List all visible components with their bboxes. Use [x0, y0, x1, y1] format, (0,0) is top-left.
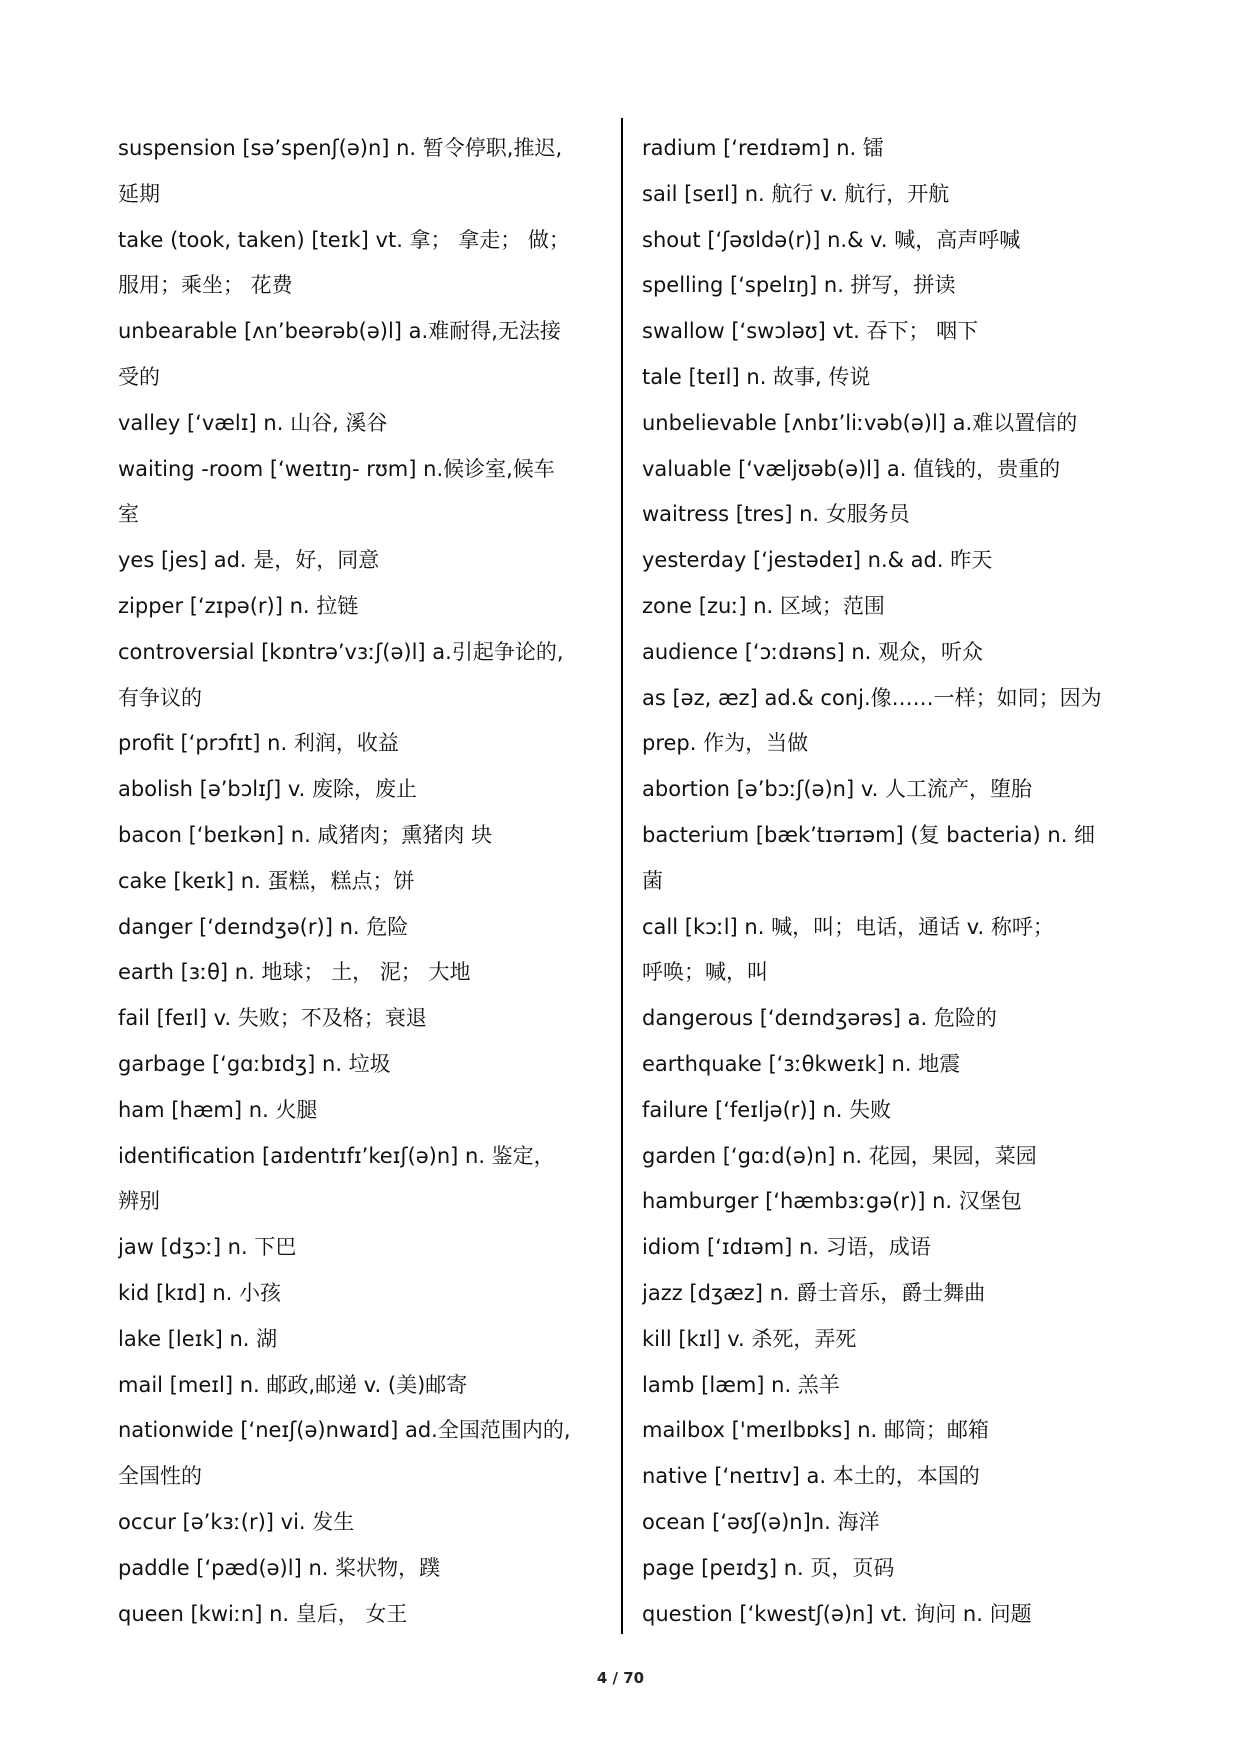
column-divider — [621, 118, 623, 1634]
vocab-line: 菌 — [642, 868, 663, 893]
vocab-line: unbearable [ʌn’beərəb(ə)l] a.难耐得,无法接 — [118, 319, 561, 344]
vocab-line: prep. 作为，当做 — [642, 731, 809, 756]
vocab-line: ocean [‘əʊʃ(ə)n]n. 海洋 — [642, 1509, 880, 1534]
vocab-line: mail [meɪl] n. 邮政,邮递 v. (美)邮寄 — [118, 1372, 468, 1397]
vocab-line: 延期 — [118, 181, 160, 206]
vocab-line: page [peɪdʒ] n. 页，页码 — [642, 1555, 895, 1580]
vocab-line: jazz [dʒæz] n. 爵士音乐，爵士舞曲 — [642, 1280, 986, 1305]
vocab-line: ham [hæm] n. 火腿 — [118, 1097, 318, 1122]
vocab-line: identification [aɪdentɪfɪ’keɪʃ(ə)n] n. 鉴定， — [118, 1143, 555, 1168]
vocab-line: shout [‘ʃəʊldə(r)] n.& v. 喊，高声呼喊 — [642, 227, 1021, 252]
vocab-line: garden [‘gɑːd(ə)n] n. 花园，果园，菜园 — [642, 1143, 1037, 1168]
vocab-line: 辨别 — [118, 1189, 160, 1214]
vocab-line: danger [‘deɪndʒə(r)] n. 危险 — [118, 914, 409, 939]
vocab-line: lake [leɪk] n. 湖 — [118, 1326, 278, 1351]
vocab-line: take (took, taken) [teɪk] vt. 拿； 拿走； 做； — [118, 227, 570, 252]
vocab-line: valuable [‘væljʊəb(ə)l] a. 值钱的，贵重的 — [642, 456, 1061, 481]
vocab-line: queen [kwiːn] n. 皇后， 女王 — [118, 1601, 408, 1626]
vocab-line: dangerous [‘deɪndʒərəs] a. 危险的 — [642, 1006, 997, 1031]
vocab-line: abolish [ə’bɔlɪʃ] v. 废除，废止 — [118, 777, 418, 802]
vocab-line: controversial [kɒntrə’vɜːʃ(ə)l] a.引起争论的, — [118, 639, 564, 664]
vocab-line: zipper [‘zɪpə(r)] n. 拉链 — [118, 593, 359, 618]
vocab-line: bacon [‘beɪkən] n. 咸猪肉；熏猪肉 块 — [118, 822, 493, 847]
vocab-line: kid [kɪd] n. 小孩 — [118, 1280, 282, 1305]
vocab-line: bacterium [bæk’tɪərɪəm] (复 bacteria) n. 细 — [642, 822, 1096, 847]
vocab-line: earth [ɜːθ] n. 地球； 土， 泥； 大地 — [118, 960, 471, 985]
left-column — [118, 126, 623, 1637]
vocab-line: jaw [dʒɔː] n. 下巴 — [118, 1235, 297, 1260]
vocab-line: cake [keɪk] n. 蛋糕，糕点；饼 — [118, 868, 415, 893]
right-column — [642, 126, 1142, 1637]
vocab-line: 呼唤；喊，叫 — [642, 960, 768, 985]
vocab-line: question [‘kwestʃ(ə)n] vt. 询问 n. 问题 — [642, 1601, 1032, 1626]
vocab-line: tale [teɪl] n. 故事, 传说 — [642, 364, 871, 389]
vocab-line: paddle [‘pæd(ə)l] n. 桨状物，蹼 — [118, 1555, 441, 1580]
page-number: 4 / 70 — [596, 1669, 645, 1687]
vocab-line: nationwide [‘neɪʃ(ə)nwaɪd] ad.全国范围内的, — [118, 1418, 571, 1443]
vocab-line: failure [‘feɪljə(r)] n. 失败 — [642, 1097, 892, 1122]
vocab-line: radium [‘reɪdɪəm] n. 镭 — [642, 136, 884, 160]
vocab-line: 受的 — [118, 364, 160, 389]
vocab-line: waitress [tres] n. 女服务员 — [642, 502, 910, 527]
vocab-line: unbelievable [ʌnbɪ’liːvəb(ə)l] a.难以置信的 — [642, 410, 1078, 435]
vocab-line: fail [feɪl] v. 失败；不及格；衰退 — [118, 1006, 427, 1031]
vocab-line: hamburger [‘hæmbɜːgə(r)] n. 汉堡包 — [642, 1189, 1022, 1214]
vocab-line: garbage [‘gɑːbɪdʒ] n. 垃圾 — [118, 1051, 391, 1076]
vocab-line: lamb [læm] n. 羔羊 — [642, 1372, 840, 1397]
vocab-line: call [kɔːl] n. 喊，叫；电话，通话 v. 称呼； — [642, 914, 1054, 939]
vocab-line: swallow [‘swɔləʊ] vt. 吞下； 咽下 — [642, 319, 979, 344]
vocab-line: spelling [‘spelɪŋ] n. 拼写，拼读 — [642, 273, 956, 298]
vocab-line: waiting -room [‘weɪtɪŋ- rʊm] n.候诊室,候车 — [118, 456, 555, 481]
vocab-line: earthquake [‘ɜːθkweɪk] n. 地震 — [642, 1051, 961, 1076]
vocab-line: occur [ə’kɜː(r)] vi. 发生 — [118, 1509, 355, 1534]
vocab-line: yesterday [‘jestədeɪ] n.& ad. 昨天 — [642, 548, 993, 573]
vocab-line: 有争议的 — [118, 685, 202, 710]
vocab-line: kill [kɪl] v. 杀死，弄死 — [642, 1326, 857, 1351]
vocab-line: profit [‘prɔfɪt] n. 利润，收益 — [118, 731, 399, 756]
vocab-line: sail [seɪl] n. 航行 v. 航行，开航 — [642, 181, 950, 206]
vocab-line: 全国性的 — [118, 1464, 202, 1489]
vocab-line: 室 — [118, 502, 139, 527]
vocab-line: valley [‘vælɪ] n. 山谷, 溪谷 — [118, 410, 388, 435]
vocab-line: native [‘neɪtɪv] a. 本土的，本国的 — [642, 1464, 980, 1489]
vocab-line: yes [jes] ad. 是，好，同意 — [118, 548, 380, 573]
vocab-line: mailbox ['meɪlbɒks] n. 邮筒；邮箱 — [642, 1418, 989, 1443]
vocab-line: zone [zuː] n. 区域；范围 — [642, 593, 885, 618]
vocab-line: abortion [ə’bɔːʃ(ə)n] v. 人工流产，堕胎 — [642, 777, 1032, 802]
vocab-line: audience [‘ɔːdɪəns] n. 观众，听众 — [642, 639, 984, 664]
vocab-line: 服用；乘坐； 花费 — [118, 273, 293, 298]
vocab-line: suspension [sə’spenʃ(ə)n] n. 暂令停职,推迟, — [118, 136, 563, 160]
vocab-line: as [əz, æz] ad.& conj.像……一样；如同；因为 — [642, 685, 1102, 710]
vocab-line: idiom [‘ɪdɪəm] n. 习语，成语 — [642, 1235, 931, 1260]
